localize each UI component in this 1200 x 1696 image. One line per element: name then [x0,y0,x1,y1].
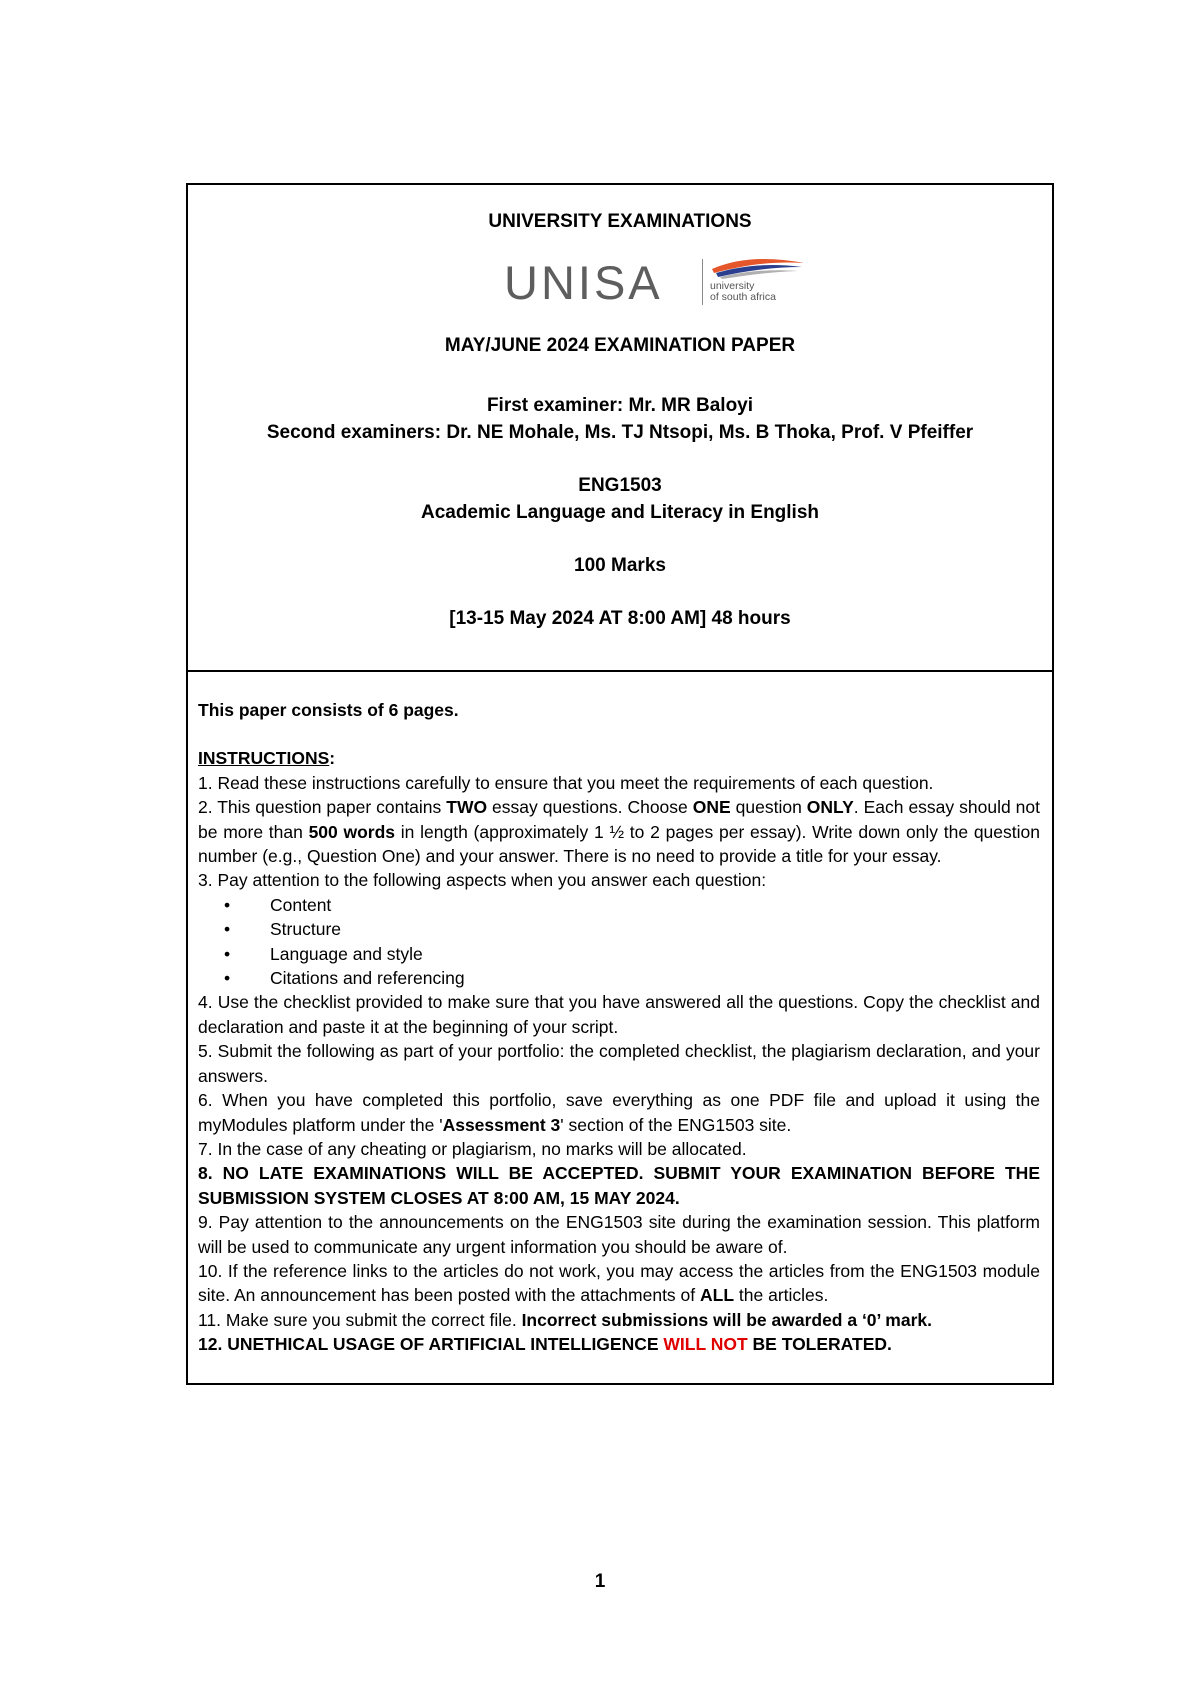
cover-section [188,185,1052,672]
list-item: • Citations and referencing [224,968,465,989]
paper-title: MAY/JUNE 2024 EXAMINATION PAPER [444,335,796,356]
list-item: • Structure [224,919,341,940]
exam-cover-frame [186,183,1054,1385]
instructions-heading: INSTRUCTIONS: [198,748,336,769]
instruction-2: 2. This question paper contains TWO essay questions. Choose ONE question ONLY. Each essay should not be more than 500 words in length (approximately 1 ½ to 2 pages per essay). Write down only the question number (e.g., Question One) and your answer. There is no need to provide a title for your essay. [198,797,1040,867]
instruction-5: 5. Submit the following as part of your portfolio: the completed checklist, the plagiarism declaration, and your answers. [198,1041,1040,1086]
list-item: • Language and style [224,943,423,964]
instruction-7: 7. In the case of any cheating or plagiarism, no marks will be allocated. [198,1138,747,1159]
second-examiners: Second examiners: Dr. NE Mohale, Ms. TJ Ntsopi, Ms. B Thoka, Prof. V Pfeiffer [266,422,974,443]
instruction-9: 9. Pay attention to the announcements on the ENG1503 site during the examination session. This platform will be used to communicate any urgent information you should be aware of. [198,1212,1040,1257]
logo-sub-line2: of south africa [710,291,776,303]
logo-divider [702,259,703,305]
instructions-section [188,672,1052,1383]
logo-sub-line1: university [710,280,755,292]
instruction-4: 4. Use the checklist provided to make sure that you have answered all the questions. Copy the checklist and declaration and paste it at the beginning of your script. [198,992,1040,1037]
aspects-list [198,893,1040,991]
instruction-10: 10. If the reference links to the articles do not work, you may access the articles from the ENG1503 module site. An announcement has been posted with the attachments of ALL the articles. [198,1260,1040,1306]
instruction-6: 6. When you have completed this portfolio, save everything as one PDF file and upload it using the myModules platform under the 'Assessment 3' section of the ENG1503 site. [198,1090,1040,1135]
university-examinations-heading: UNIVERSITY EXAMINATIONS [488,211,752,232]
instruction-12: 12. UNETHICAL USAGE OF ARTIFICIAL INTELLIGENCE WILL NOT BE TOLERATED. [198,1334,892,1355]
unisa-logo [504,255,804,311]
module-code: ENG1503 [578,475,662,496]
unisa-wordmark: UNISA [504,256,663,309]
first-examiner: First examiner: Mr. MR Baloyi [486,395,754,416]
instruction-3: 3. Pay attention to the following aspects when you answer each question: [198,870,767,891]
list-item: • Content [224,894,332,915]
instruction-8: 8. NO LATE EXAMINATIONS WILL BE ACCEPTED. SUBMIT YOUR EXAMINATION BEFORE THE SUBMISSION SYSTEM CLOSES AT 8:00 AM, 15 MAY 2024. [198,1163,1040,1208]
pages-note: This paper consists of 6 pages. [198,700,459,720]
page-number: 1 [594,1571,606,1592]
exam-schedule: [13-15 May 2024 AT 8:00 AM] 48 hours [449,608,791,629]
instruction-1: 1. Read these instructions carefully to ensure that you meet the requirements of each question. [198,772,934,793]
module-name: Academic Language and Literacy in English [420,502,820,523]
total-marks: 100 Marks [574,555,666,576]
instruction-11: 11. Make sure you submit the correct file. Incorrect submissions will be awarded a ‘0’ mark. [198,1309,933,1330]
unisa-swoosh-icon [710,257,806,279]
